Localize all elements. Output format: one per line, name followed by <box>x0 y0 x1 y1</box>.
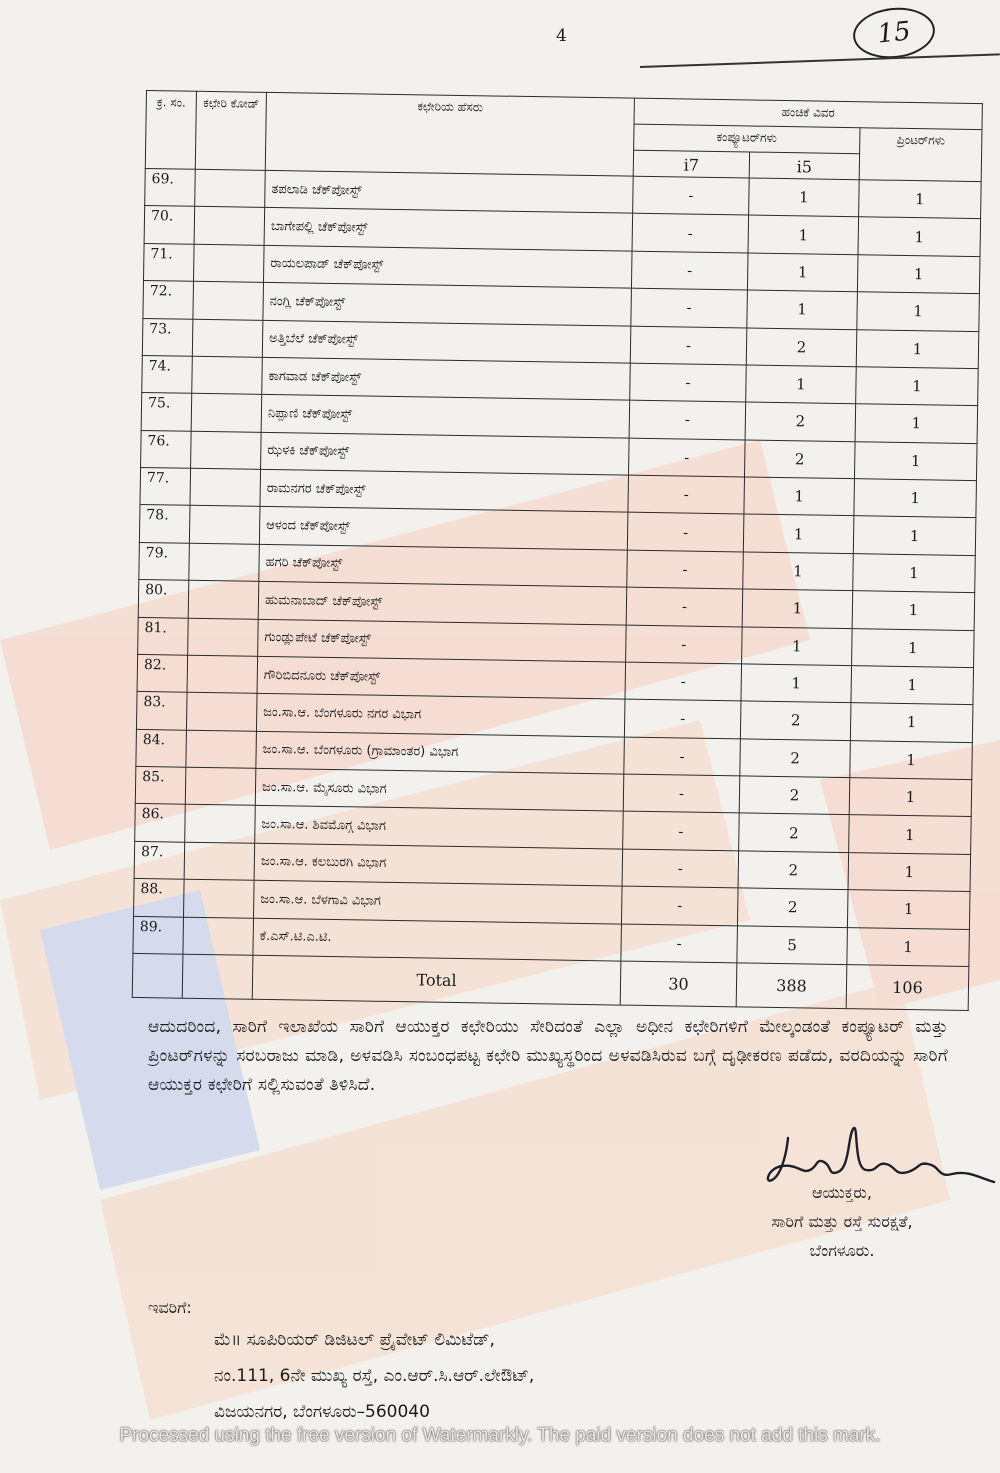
allocation-table <box>132 90 983 1011</box>
row-sl-no: 75. <box>141 393 192 431</box>
row-sl-no: 86. <box>135 804 186 842</box>
row-office-code <box>183 917 254 956</box>
row-printers: 1 <box>851 666 974 705</box>
row-printers: 1 <box>847 890 970 929</box>
row-office-code <box>190 468 261 506</box>
row-office-code <box>184 879 255 917</box>
row-office-name: ನಂಗ್ಲಿ ಚೆಕ್‌ಪೋಸ್ಟ್ <box>263 282 632 325</box>
recipient-city: ವಿಜಯನಗರ, ಬೆಂಗಳೂರು–560040 <box>214 1402 430 1422</box>
row-office-name: ಹಗರಿ ಚೆಕ್‌ಪೋಸ್ಟ್ <box>259 544 628 587</box>
row-sl-no: 80. <box>138 580 189 618</box>
row-office-code <box>191 394 262 432</box>
row-i7: - <box>627 550 744 589</box>
row-i5: 2 <box>740 701 851 740</box>
row-office-code <box>189 543 260 581</box>
row-printers: 1 <box>853 553 976 592</box>
total-printers: 106 <box>846 965 969 1011</box>
row-printers: 1 <box>852 591 975 630</box>
row-printers: 1 <box>854 479 977 518</box>
total-i5: 388 <box>736 963 847 1009</box>
row-office-code <box>188 580 259 618</box>
row-sl-no: 79. <box>139 542 190 580</box>
row-sl-no: 88. <box>134 879 185 917</box>
row-i5: 1 <box>742 626 853 665</box>
recipient-address <box>214 1322 534 1430</box>
instruction-paragraph: ಆದುದರಿಂದ, ಸಾರಿಗೆ ಇಲಾಖೆಯ ಸಾರಿಗೆ ಆಯುಕ್ತರ ಕಛೇರಿಯು ಸೇರಿದಂತೆ ಎಲ್ಲಾ ಅಧೀನ ಕಛೇರಿಗಳಿಗೆ ಮೇಲ್ಕಂಡಂತೆ ಕಂಪ್ಯೂಟರ್ ಮತ್ತು ಪ್ರಿಂಟರ್‌ಗಳನ್ನು ಸರಬರಾಜು ಮಾಡಿ, ಅಳವಡಿಸಿ ಸಂಬಂಧಪಟ್ಟ ಕಛೇರಿ ಮುಖ್ಯಸ್ಥರಿಂದ ಅಳವಡಿಸಿರುವ ಬಗ್ಗೆ ದೃಢೀಕರಣ ಪಡೆದು, ವರದಿಯನ್ನು ಸಾರಿಗೆ ಆಯುಕ್ತರ ಕಛೇರಿಗೆ ಸಲ್ಲಿಸುವಂತೆ ತಿಳಿಸಿದೆ. <box>148 1017 948 1095</box>
row-i5: 2 <box>739 776 850 815</box>
row-printers: 1 <box>850 703 973 742</box>
row-office-name: ಅತ್ತಿಬೆಲೆ ಚೆಕ್‌ಪೋಸ್ಟ್ <box>262 320 631 363</box>
row-printers: 1 <box>855 404 978 443</box>
row-sl-no: 84. <box>136 729 187 767</box>
row-office-code <box>185 805 256 843</box>
col-computers: ಕಂಪ್ಯೂಟರ್‌ಗಳು <box>634 124 860 154</box>
row-i7: - <box>621 924 738 963</box>
row-i5: 1 <box>748 215 859 254</box>
row-i7: - <box>621 886 738 925</box>
row-office-name: ಜಂ.ಸಾ.ಆ. ಬೆಂಗಳೂರು (ಗ್ರಾಮಾಂತರ) ವಿಭಾಗ <box>256 731 625 774</box>
row-sl-no: 78. <box>139 505 190 543</box>
row-printers: 1 <box>857 254 980 293</box>
row-i5: 1 <box>744 477 855 516</box>
total-label: Total <box>252 955 621 1005</box>
row-i7: - <box>626 587 743 626</box>
header-rule <box>640 53 1000 68</box>
row-sl-no: 87. <box>134 841 185 879</box>
row-office-code <box>189 506 260 544</box>
row-printers: 1 <box>853 516 976 555</box>
recipient-street: ನಂ.111, 6ನೇ ಮುಖ್ಯ ರಸ್ತೆ, ಎಂ.ಆರ್.ಸಿ.ಆರ್.ಲೇಔಟ್, <box>214 1366 535 1386</box>
row-i5: 1 <box>741 664 852 703</box>
row-i5: 2 <box>737 888 848 927</box>
signatory-block <box>712 1178 972 1265</box>
recipient-company: ಮೆ॥ ಸೂಪಿರಿಯರ್ ಡಿಜಿಟಲ್ ಪ್ರೈವೇಟ್ ಲಿಮಿಟೆಡ್, <box>214 1330 495 1350</box>
row-office-code <box>192 356 263 394</box>
handwritten-page-stamp: 15 <box>851 4 938 62</box>
row-sl-no: 72. <box>143 281 194 319</box>
col-office-name: ಕಛೇರಿಯ ಹೆಸರು <box>265 92 634 176</box>
row-i7: - <box>622 849 739 888</box>
row-i7: - <box>624 737 741 776</box>
col-sl-no: ಕ್ರ. ಸಂ. <box>145 91 196 170</box>
row-office-name: ಝಳಕಿ ಚೆಕ್‌ಪೋಸ್ಟ್ <box>261 432 630 475</box>
row-printers: 1 <box>852 628 975 667</box>
signatory-title: ಆಯುಕ್ತರು, <box>812 1183 872 1202</box>
row-i7: - <box>628 475 745 514</box>
row-i7: - <box>627 512 744 551</box>
row-sl-no: 71. <box>144 243 195 281</box>
row-i7: - <box>624 699 741 738</box>
row-i5: 1 <box>743 552 854 591</box>
row-i7: - <box>626 625 743 664</box>
row-sl-no: 89. <box>133 916 184 954</box>
row-office-name: ತಪಲಾಡಿ ಚೆಕ್‌ಪೋಸ್ಟ್ <box>265 170 634 213</box>
row-office-name: ಹುಮನಾಬಾದ್ ಚೆಕ್‌ಪೋಸ್ಟ್ <box>258 581 627 624</box>
row-sl-no: 83. <box>136 692 187 730</box>
page-number: 4 <box>556 26 567 46</box>
row-office-name: ಬಾಗೇಪಲ್ಲಿ ಚೆಕ್‌ಪೋಸ್ಟ್ <box>264 208 633 251</box>
row-sl-no: 76. <box>141 430 192 468</box>
total-sl-blank <box>132 953 183 998</box>
row-i5: 2 <box>746 327 857 366</box>
row-office-name: ನಿಪ್ಪಾಣಿ ಚೆಕ್‌ಪೋಸ್ಟ್ <box>261 395 630 438</box>
signatory-location: ಬೆಂಗಳೂರು. <box>809 1241 875 1260</box>
row-office-name: ರಾಯಲಪಾಡ್ ಚೆಕ್‌ಪೋಸ್ಟ್ <box>263 245 632 288</box>
row-office-code <box>193 244 264 282</box>
row-printers: 1 <box>848 852 971 891</box>
row-office-code <box>187 655 258 693</box>
row-office-code <box>186 730 257 768</box>
row-sl-no: 85. <box>135 766 186 804</box>
row-office-code <box>191 431 262 469</box>
row-office-name: ಜಂ.ಸಾ.ಆ. ಬೆಳಗಾವಿ ವಿಭಾಗ <box>254 880 623 923</box>
row-i7: - <box>633 176 750 215</box>
row-sl-no: 70. <box>144 206 195 244</box>
row-i5: 2 <box>738 851 849 890</box>
row-office-name: ರಾಮನಗರ ಚೆಕ್‌ಪೋಸ್ಟ್ <box>260 469 629 512</box>
row-printers: 1 <box>854 441 977 480</box>
signatory-department: ಸಾರಿಗೆ ಮತ್ತು ರಸ್ತೆ ಸುರಕ್ಷತೆ, <box>771 1212 913 1231</box>
row-printers: 1 <box>858 217 981 256</box>
row-i5: 2 <box>744 440 855 479</box>
col-i7: i7 <box>633 150 749 178</box>
col-i5: i5 <box>749 152 859 180</box>
row-i7: - <box>631 288 748 327</box>
row-office-name: ಗೌರಿಬಿದನೂರು ಚೆಕ್‌ಪೋಸ್ಟ್ <box>257 656 626 699</box>
watermark-notice: Processed using the free version of Watermarkly. The paid version does not add this mark. <box>119 1425 881 1446</box>
row-printers: 1 <box>849 778 972 817</box>
row-sl-no: 73. <box>142 318 193 356</box>
row-i5: 2 <box>745 402 856 441</box>
table-body <box>132 168 981 1010</box>
row-printers: 1 <box>850 740 973 779</box>
row-printers: 1 <box>856 329 979 368</box>
row-sl-no: 82. <box>137 654 188 692</box>
row-printers: 1 <box>849 815 972 854</box>
row-sl-no: 77. <box>140 467 191 505</box>
row-office-name: ಕೆ.ಎಸ್.ಟಿ.ಎ.ಟಿ. <box>253 918 622 961</box>
row-i7: - <box>623 811 740 850</box>
row-i5: 2 <box>740 739 851 778</box>
row-i5: 2 <box>739 813 850 852</box>
row-i7: - <box>630 326 747 365</box>
row-office-name: ಜಂ.ಸಾ.ಆ. ಕಲಬುರಗಿ ವಿಭಾಗ <box>254 843 623 886</box>
row-office-name: ಆಳಂದ ಚೆಕ್‌ಪೋಸ್ಟ್ <box>259 507 628 550</box>
row-i7: - <box>629 438 746 477</box>
row-i5: 1 <box>743 514 854 553</box>
row-printers: 1 <box>847 927 970 966</box>
row-office-name: ಗುಂಡ್ಲುಪೇಟೆ ಚೆಕ್‌ಪೋಸ್ಟ್ <box>258 619 627 662</box>
row-i5: 1 <box>747 253 858 292</box>
row-printers: 1 <box>857 292 980 331</box>
row-i5: 5 <box>737 925 848 964</box>
row-sl-no: 74. <box>142 355 193 393</box>
row-i7: - <box>623 774 740 813</box>
row-office-name: ಜಂ.ಸಾ.ಆ. ಬೆಂಗಳೂರು ನಗರ ವಿಭಾಗ <box>256 694 625 737</box>
row-printers: 1 <box>859 180 982 219</box>
row-i7: - <box>630 363 747 402</box>
row-office-code <box>192 319 263 357</box>
row-office-name: ಜಂ.ಸಾ.ಆ. ಶಿವಮೊಗ್ಗ ವಿಭಾಗ <box>255 806 624 849</box>
col-distribution-details: ಹಂಚಿಕೆ ವಿವರ <box>634 98 982 129</box>
total-code-blank <box>182 954 253 999</box>
row-printers: 1 <box>856 367 979 406</box>
row-office-code <box>186 692 257 730</box>
row-sl-no: 69. <box>145 168 196 206</box>
row-office-code <box>188 618 259 656</box>
row-i5: 1 <box>746 365 857 404</box>
row-i5: 1 <box>742 589 853 628</box>
row-i5: 1 <box>749 178 860 217</box>
row-office-name: ಜಂ.ಸಾ.ಆ. ಮೈಸೂರು ವಿಭಾಗ <box>255 768 624 811</box>
row-office-code <box>185 767 256 805</box>
col-printers: ಪ್ರಿಂಟರ್‌ಗಳು <box>859 128 982 182</box>
col-office-code: ಕಛೇರಿ ಕೋಡ್ <box>195 91 266 170</box>
row-i7: - <box>632 214 749 253</box>
row-office-code <box>193 281 264 319</box>
row-i7: - <box>629 400 746 439</box>
row-office-name: ಕಾಗವಾಡ ಚೆಕ್‌ಪೋಸ್ಟ್ <box>262 357 631 400</box>
row-office-code <box>184 842 255 880</box>
row-office-code <box>194 207 265 245</box>
row-i7: - <box>625 662 742 701</box>
row-sl-no: 81. <box>138 617 189 655</box>
total-i7: 30 <box>620 961 737 1007</box>
row-office-code <box>195 169 266 207</box>
recipient-label: ಇವರಿಗೆ: <box>148 1298 192 1317</box>
row-i7: - <box>631 251 748 290</box>
row-i5: 1 <box>747 290 858 329</box>
